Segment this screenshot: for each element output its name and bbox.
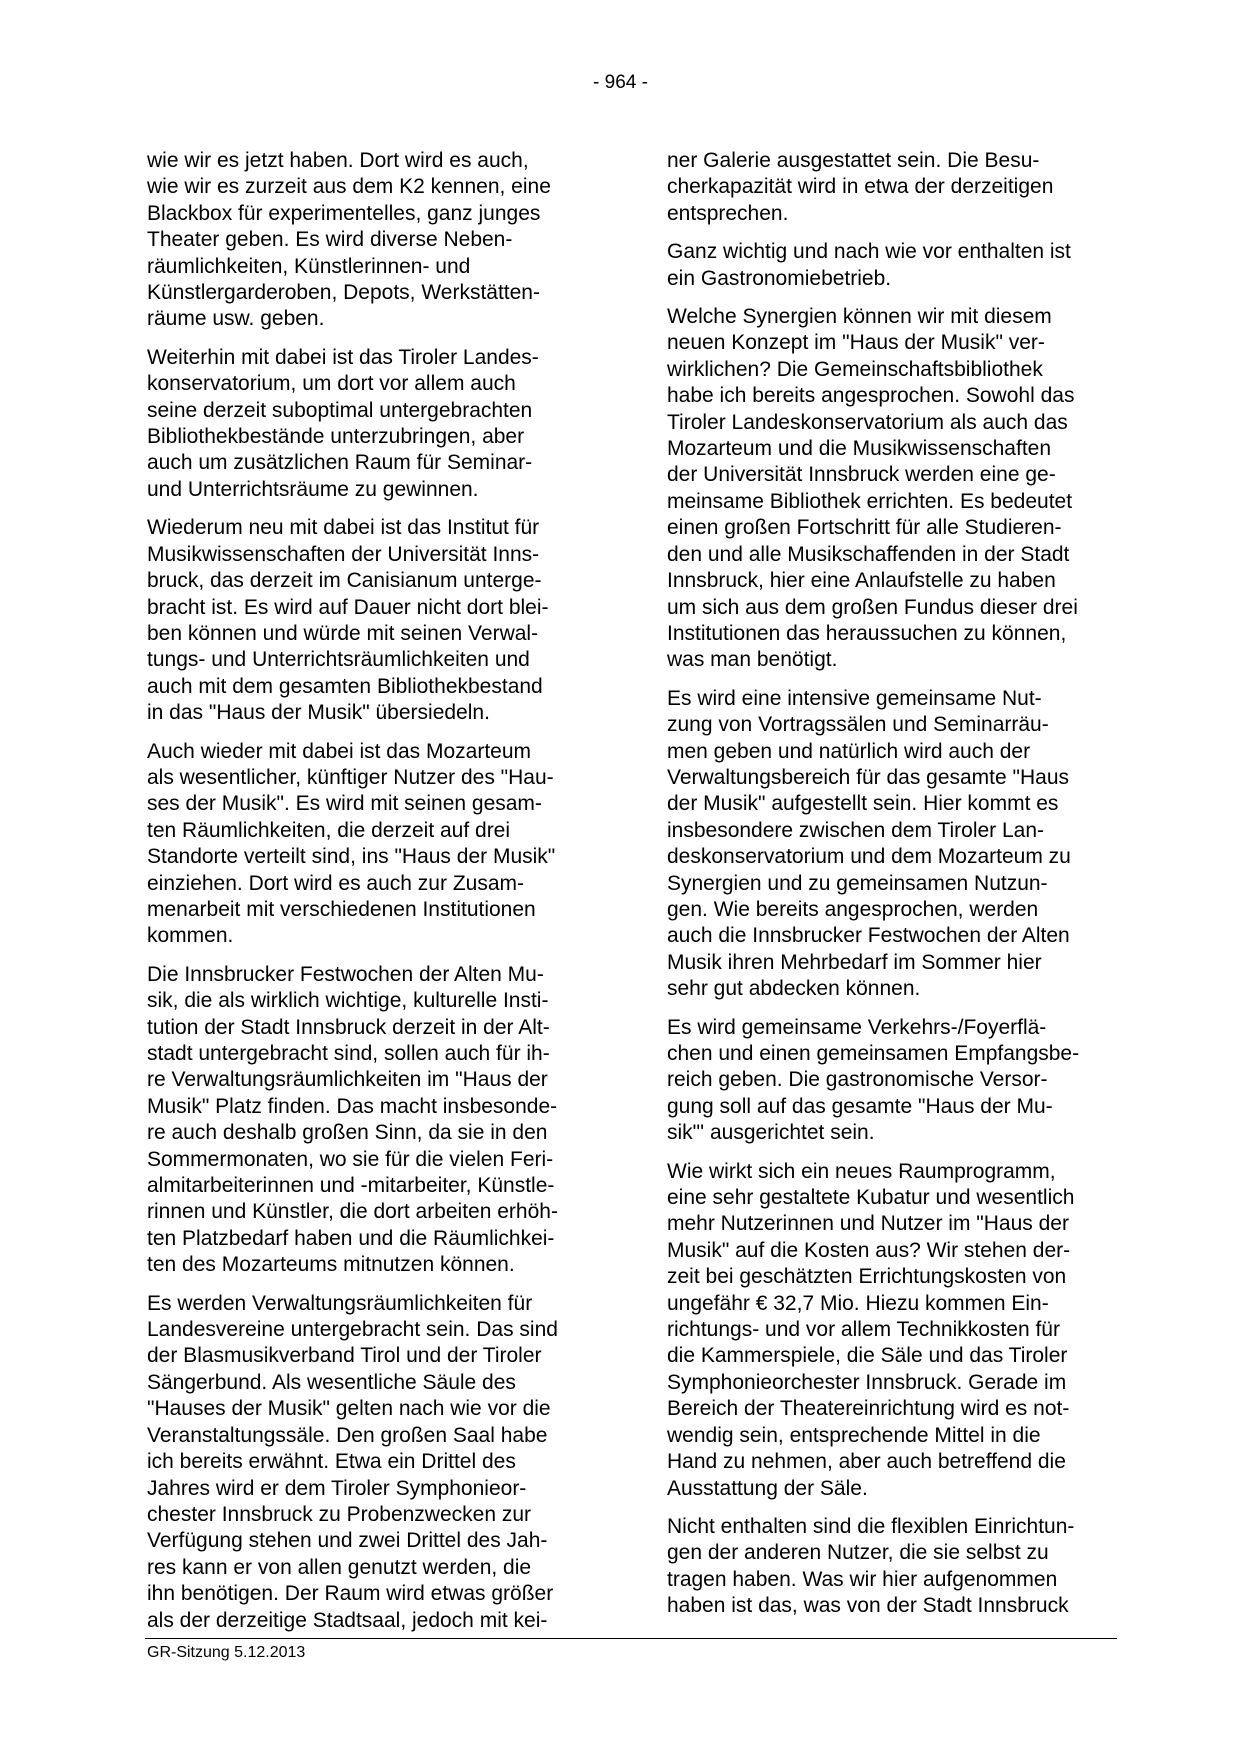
text-line: Blackbox für experimentelles, ganz junges (147, 201, 541, 225)
text-line: Sommermonaten, wo sie für die vielen Feri- (147, 1147, 554, 1171)
paragraph (667, 1514, 1120, 1620)
text-line: Musik" Platz finden. Das macht insbesonde- (147, 1094, 558, 1118)
text-line: Bereich der Theatereinrichtung wird es not- (667, 1397, 1070, 1421)
text-line: wendig sein, entsprechende Mittel in die (667, 1423, 1041, 1447)
text-line: ten des Mozarteums mitnutzen können. (147, 1253, 515, 1277)
text-line: ten Platzbedarf haben und die Räumlichkei- (147, 1226, 555, 1250)
text-line: menarbeit mit verschiedenen Institutionen (147, 897, 536, 921)
text-line: Weiterhin mit dabei ist das Tiroler Landes- (147, 345, 539, 369)
text-line: Welche Synergien können wir mit diesem (667, 305, 1052, 329)
text-line: Verwaltungsbereich für das gesamte "Haus (667, 765, 1070, 789)
text-line: Theater geben. Es wird diverse Neben- (147, 228, 513, 252)
text-line: Wiederum neu mit dabei ist das Institut für (147, 516, 540, 540)
text-line: tragen haben. Was wir hier aufgenommen (667, 1567, 1058, 1591)
text-line: Veranstaltungssäle. Den großen Saal habe (147, 1423, 548, 1447)
page-number: - 964 - (593, 72, 648, 93)
text-line: die Kammerspiele, die Säle und das Tiroler (667, 1344, 1068, 1368)
text-line: räumlichkeiten, Künstlerinnen- und (147, 254, 471, 278)
text-line: der Universität Innsbruck werden eine ge- (667, 463, 1056, 487)
text-line: Institutionen das heraussuchen zu können, (667, 621, 1067, 645)
text-line: ungefähr € 32,7 Mio. Hiezu kommen Ein- (667, 1291, 1049, 1315)
text-line: kommen. (147, 924, 234, 948)
text-line: chen und einen gemeinsamen Empfangsbe- (667, 1042, 1080, 1065)
text-line: auch mit dem gesamten Bibliothekbestand (147, 674, 543, 698)
text-line: Jahres wird er dem Tiroler Symphonieor- (147, 1476, 527, 1500)
paragraph (147, 1291, 600, 1634)
paragraph (147, 148, 600, 333)
text-line: re auch deshalb großen Sinn, da sie in den (147, 1121, 548, 1145)
text-line: Innsbruck, hier eine Anlaufstelle zu haben (667, 569, 1056, 593)
text-line: ten Räumlichkeiten, die derzeit auf drei (147, 818, 511, 842)
text-line: reich geben. Die gastronomische Versor- (667, 1068, 1048, 1092)
paragraph (667, 1015, 1120, 1147)
text-line: entsprechen. (667, 201, 789, 225)
text-line: habe ich bereits angesprochen. Sowohl das (667, 384, 1075, 408)
text-line: "Hauses der Musik" gelten nach wie vor die (147, 1397, 551, 1421)
text-line: re Verwaltungsräumlichkeiten im "Haus der (147, 1068, 548, 1092)
text-line: und Unterrichtsräume zu gewinnen. (147, 477, 479, 501)
text-line: Sängerbund. Als wesentliche Säule des (147, 1370, 516, 1394)
text-line: stadt untergebracht sind, sollen auch für ih- (147, 1042, 550, 1065)
text-line: auch um zusätzlichen Raum für Seminar- (147, 451, 533, 475)
text-line: res kann er von allen genutzt werden, die (147, 1555, 532, 1579)
text-line: wie wir es zurzeit aus dem K2 kennen, eine (147, 175, 551, 199)
text-line: der Musik" aufgestellt sein. Hier kommt es (667, 792, 1059, 816)
text-line: zung von Vortragssälen und Seminarräu- (667, 713, 1049, 737)
text-line: rinnen und Künstler, die dort arbeiten erhöh- (147, 1200, 558, 1224)
text-line: tungs- und Unterrichtsräumlichkeiten und (147, 648, 530, 672)
text-line: Wie wirkt sich ein neues Raumprogramm, (667, 1159, 1056, 1183)
paragraph (147, 962, 600, 1279)
text-line: ses der Musik". Es wird mit seinen gesam- (147, 792, 542, 816)
text-line: mehr Nutzerinnen und Nutzer im "Haus der (667, 1212, 1069, 1236)
text-line: ihn benötigen. Der Raum wird etwas größer (147, 1582, 554, 1606)
paragraph (667, 1159, 1120, 1502)
text-line: zeit bei geschätzten Errichtungskosten von (667, 1265, 1067, 1289)
text-line: wirklichen? Die Gemeinschaftsbibliothek (667, 357, 1043, 381)
text-line: tution der Stadt Innsbruck derzeit in der Alt- (147, 1015, 550, 1039)
text-line: Ganz wichtig und nach wie vor enthalten ist (667, 240, 1071, 264)
text-line: der Blasmusikverband Tirol und der Tiroler (147, 1344, 542, 1368)
text-line: Ausstattung der Säle. (667, 1476, 868, 1500)
text-line: men geben und natürlich wird auch der (667, 739, 1031, 763)
paragraph (667, 239, 1120, 292)
text-line: eine sehr gestaltete Kubatur und wesentlich (667, 1186, 1075, 1210)
text-line: Mozarteum und die Musikwissenschaften (667, 437, 1052, 461)
text-line: gen. Wie bereits angesprochen, werden (667, 897, 1039, 921)
text-line: einen großen Fortschritt für alle Studieren- (667, 516, 1062, 540)
text-line: räume usw. geben. (147, 307, 325, 331)
text-line: Künstlergarderoben, Depots, Werkstätten- (147, 281, 540, 305)
paragraph (147, 345, 600, 503)
text-line: auch die Innsbrucker Festwochen der Alten (667, 924, 1070, 948)
text-line: Hand zu nehmen, aber auch betreffend die (667, 1450, 1066, 1474)
text-line: neuen Konzept im "Haus der Musik" ver- (667, 331, 1045, 355)
text-line: Tiroler Landeskonservatorium als auch das (667, 410, 1068, 434)
paragraph (147, 739, 600, 950)
text-line: sehr gut abdecken können. (667, 977, 921, 1001)
text-line: Standorte verteilt sind, ins "Haus der Musik" (147, 845, 556, 869)
text-line: Es werden Verwaltungsräumlichkeiten für (147, 1291, 533, 1315)
paragraph (667, 148, 1120, 227)
text-line: was man benötigt. (667, 648, 838, 672)
text-line: als wesentlicher, künftiger Nutzer des "Hau- (147, 765, 554, 789)
text-line: Musik" auf die Kosten aus? Wir stehen der- (667, 1238, 1071, 1262)
paragraph (667, 686, 1120, 1003)
text-line: Landesvereine untergebracht sein. Das sind (147, 1318, 558, 1342)
text-line: deskonservatorium und dem Mozarteum zu (667, 845, 1071, 869)
text-line: Es wird gemeinsame Verkehrs-/Foyerflä- (667, 1015, 1047, 1039)
paragraph (667, 304, 1120, 674)
text-line: den und alle Musikschaffenden in der Stadt (667, 542, 1070, 566)
text-line: sik"' ausgerichtet sein. (667, 1121, 875, 1145)
text-line: konservatorium, um dort vor allem auch (147, 372, 516, 396)
text-line: ner Galerie ausgestattet sein. Die Besu- (667, 149, 1040, 172)
text-line: um sich aus dem großen Fundus dieser drei (667, 595, 1078, 619)
text-line: Nicht enthalten sind die flexiblen Einrichtun- (667, 1514, 1075, 1538)
text-line: almitarbeiterinnen und -mitarbeiter, Künstle- (147, 1174, 555, 1198)
text-line: Musikwissenschaften der Universität Inns- (147, 542, 540, 566)
text-line: ich bereits erwähnt. Etwa ein Drittel des (147, 1450, 516, 1474)
text-column-right (667, 148, 1120, 1632)
text-line: Es wird eine intensive gemeinsame Nut- (667, 686, 1042, 710)
text-line: cherkapazität wird in etwa der derzeitigen (667, 175, 1054, 199)
text-line: Auch wieder mit dabei ist das Mozarteum (147, 739, 531, 763)
text-line: Symphonieorchester Innsbruck. Gerade im (667, 1370, 1067, 1394)
text-line: gen der anderen Nutzer, die sie selbst zu (667, 1541, 1049, 1565)
text-line: sik, die als wirklich wichtige, kulturelle Insti- (147, 989, 549, 1013)
text-line: chester Innsbruck zu Probenzwecken zur (147, 1502, 532, 1526)
text-line: wie wir es jetzt haben. Dort wird es auch, (147, 149, 529, 172)
text-line: gung soll auf das gesamte "Haus der Mu- (667, 1094, 1053, 1118)
paragraph (147, 515, 600, 726)
text-line: Bibliothekbestände unterzubringen, aber (147, 425, 525, 449)
text-line: Verfügung stehen und zwei Drittel des Jah- (147, 1529, 548, 1553)
text-line: insbesondere zwischen dem Tiroler Lan- (667, 818, 1045, 842)
text-line: ben können und würde mit seinen Verwal- (147, 621, 539, 645)
text-line: meinsame Bibliothek errichten. Es bedeutet (667, 489, 1073, 513)
text-line: Musik ihren Mehrbedarf im Sommer hier (667, 950, 1042, 974)
text-line: ein Gastronomiebetrieb. (667, 266, 892, 290)
text-line: bracht ist. Es wird auf Dauer nicht dort blei- (147, 595, 549, 619)
text-line: einziehen. Dort wird es auch zur Zusam- (147, 871, 524, 895)
text-line: als der derzeitige Stadtsaal, jedoch mit kei- (147, 1608, 548, 1632)
text-line: in das "Haus der Musik" übersiedeln. (147, 701, 490, 725)
text-line: bruck, das derzeit im Canisianum unterge- (147, 569, 542, 593)
text-line: seine derzeit suboptimal untergebrachten (147, 398, 533, 422)
text-line: Die Innsbrucker Festwochen der Alten Mu- (147, 962, 544, 986)
text-line: richtungs- und vor allem Technikkosten für (667, 1318, 1060, 1342)
footer-session-label: GR-Sitzung 5.12.2013 (147, 1644, 306, 1661)
text-column-left (147, 148, 600, 1646)
text-line: Synergien und zu gemeinsamen Nutzun- (667, 871, 1048, 895)
footer-divider (145, 1638, 1117, 1639)
text-line: haben ist das, was von der Stadt Innsbruck (667, 1594, 1069, 1618)
